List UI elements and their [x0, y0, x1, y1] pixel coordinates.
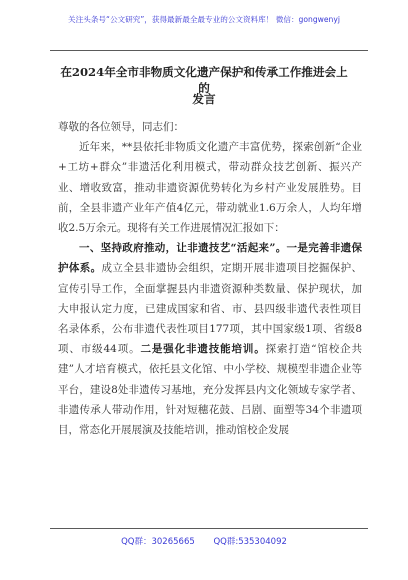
section-subheading: 一是完善非遗保护体系。	[58, 242, 362, 275]
header-notice: 关注头条号“公文研究”，获得最新最全最专业的公文资料库！ 微信：gongwenyj	[68, 15, 340, 24]
section-heading: 一、坚持政府推动，让非遗技艺“活起来”。	[79, 242, 287, 255]
paragraph-section-one	[58, 238, 362, 440]
paragraph-intro: 近年来，**县依托非物质文化遗产丰富优势，探索创新“企业+工坊+群众”非遗活化利用模式，带动群众技艺创新、振兴产业、增收致富，推动非遗资源优势转化为乡村产业发展胜势。目前，全县非遗产业年产值4亿元，带动就业1.6万余人，人均年增收2.5万余元。现将有关工作进展情况汇报如下：	[58, 141, 362, 235]
document-title-continued: 发言	[192, 92, 216, 106]
footer-qq-group-2: QQ群:535304092	[213, 537, 287, 547]
header-divider	[50, 50, 368, 51]
salutation: 尊敬的各位领导，同志们：	[58, 121, 184, 133]
document-title: 在2024年全市非物质文化遗产保护和传承工作推进会上的	[60, 65, 348, 95]
section-text: 探索打造“馆校企共建”人才培育模式，依托县文化馆、中小学校、规模型非遗企业等平台，建设8处非遗传习基地，充分发挥县内文化领域专家学者、非遗传承人带动作用，针对短穗花鼓、吕剧、面塑等34个非遗项目，常态化开展展演及技能培训，推动馆校企发展	[58, 343, 362, 437]
document-body	[58, 117, 362, 440]
footer	[0, 535, 408, 547]
footer-qq-group-1: QQ群：30265665	[121, 537, 195, 547]
section-text: 成立全县非遗协会组织，定期开展非遗项目挖掘保护、宣传引导工作，全面掌握县内非遗资源种类数量、保护现状，加大申报认定力度，已建成国家和省、市、县四级非遗代表性项目名录体系，公布非遗代表性项目177项，其中国家级1项、省级8项、市级44项。	[58, 262, 363, 356]
footer-divider	[50, 528, 368, 529]
section-subheading: 二是强化非遗技能培训。	[140, 343, 266, 356]
